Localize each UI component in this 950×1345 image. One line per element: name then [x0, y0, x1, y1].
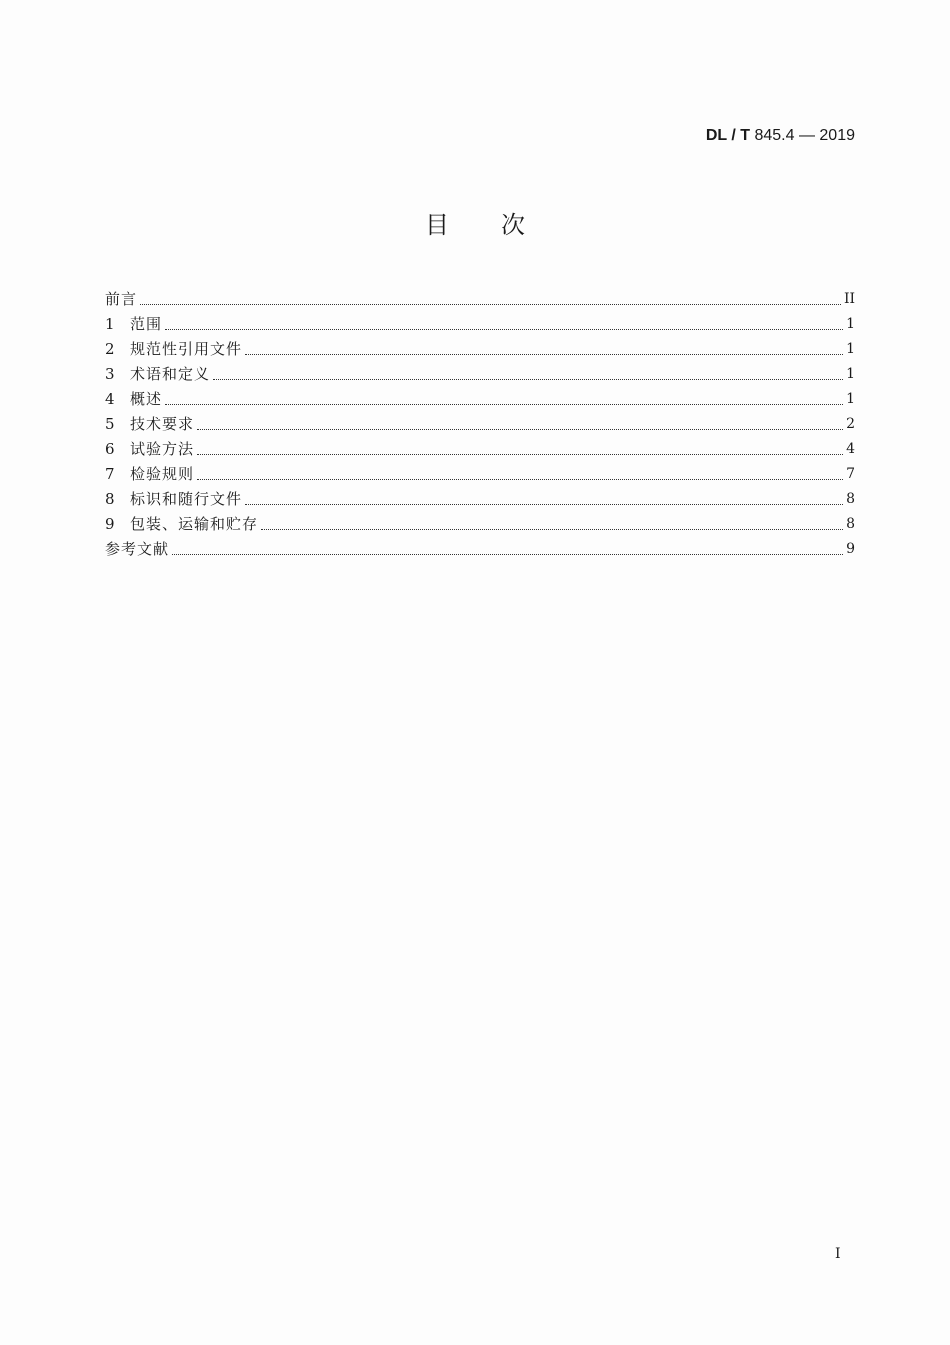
page-number: I	[835, 1246, 841, 1262]
toc-entry-number: 4	[105, 390, 115, 408]
toc-entry-9[interactable]	[105, 512, 855, 537]
toc-title: 目次	[425, 211, 577, 239]
toc-entry-page: 1	[846, 341, 855, 357]
toc-entry-foreword[interactable]	[105, 287, 855, 312]
standard-code-number: 845.4 — 2019	[750, 127, 855, 144]
toc-entry-8[interactable]	[105, 487, 855, 512]
toc-entry-bibliography[interactable]	[105, 537, 855, 562]
toc-entry-label: 参考文献	[105, 540, 170, 558]
toc-entry-label: 包装、运输和贮存	[130, 515, 259, 533]
toc-entry-label: 规范性引用文件	[130, 340, 243, 358]
toc-dot-leader	[172, 554, 843, 555]
toc-entry-label: 检验规则	[130, 465, 195, 483]
toc-entry-5[interactable]	[105, 412, 855, 437]
toc-dot-leader	[245, 354, 843, 355]
toc-entry-number: 6	[105, 440, 115, 458]
toc-entry-label: 概述	[130, 390, 163, 408]
standard-code-prefix: DL / T	[705, 127, 751, 144]
standard-code	[706, 127, 855, 145]
toc-entry-1[interactable]	[105, 312, 855, 337]
toc-dot-leader	[165, 329, 843, 330]
toc-entry-number: 3	[105, 365, 115, 383]
toc-entry-page: 8	[846, 491, 855, 507]
toc-entry-page: 1	[846, 366, 855, 382]
toc-entry-7[interactable]	[105, 462, 855, 487]
toc-dot-leader	[213, 379, 843, 380]
toc-entry-page: 1	[846, 391, 855, 407]
toc-entry-page: 4	[846, 441, 855, 457]
toc-entry-label: 前言	[105, 290, 138, 308]
toc-entry-number: 9	[105, 515, 115, 533]
toc-dot-leader	[140, 304, 841, 305]
toc-entry-number: 8	[105, 490, 115, 508]
toc-entry-page: 7	[846, 466, 855, 482]
toc-entry-label: 标识和随行文件	[130, 490, 243, 508]
toc-dot-leader	[261, 529, 843, 530]
toc-entry-number: 7	[105, 465, 115, 483]
toc-dot-leader	[197, 429, 843, 430]
toc-entry-label: 技术要求	[130, 415, 195, 433]
toc-entry-number: 5	[105, 415, 115, 433]
toc-dot-leader	[245, 504, 843, 505]
toc-entry-page: 9	[846, 541, 855, 557]
toc-entry-6[interactable]	[105, 437, 855, 462]
toc-entry-page: 1	[846, 316, 855, 332]
toc-dot-leader	[165, 404, 843, 405]
toc-entry-page: 8	[846, 516, 855, 532]
toc-dot-leader	[197, 479, 843, 480]
toc-entry-page: 2	[846, 416, 855, 432]
toc-entry-label: 术语和定义	[130, 365, 211, 383]
toc-entry-3[interactable]	[105, 362, 855, 387]
toc-entry-2[interactable]	[105, 337, 855, 362]
toc-entry-label: 试验方法	[130, 440, 195, 458]
toc-entry-number: 2	[105, 340, 115, 358]
toc-entry-page: II	[843, 291, 855, 307]
toc-dot-leader	[197, 454, 843, 455]
toc-entry-4[interactable]	[105, 387, 855, 412]
toc-entry-number: 1	[105, 315, 115, 333]
toc-entry-label: 范围	[130, 315, 163, 333]
table-of-contents	[105, 287, 855, 562]
